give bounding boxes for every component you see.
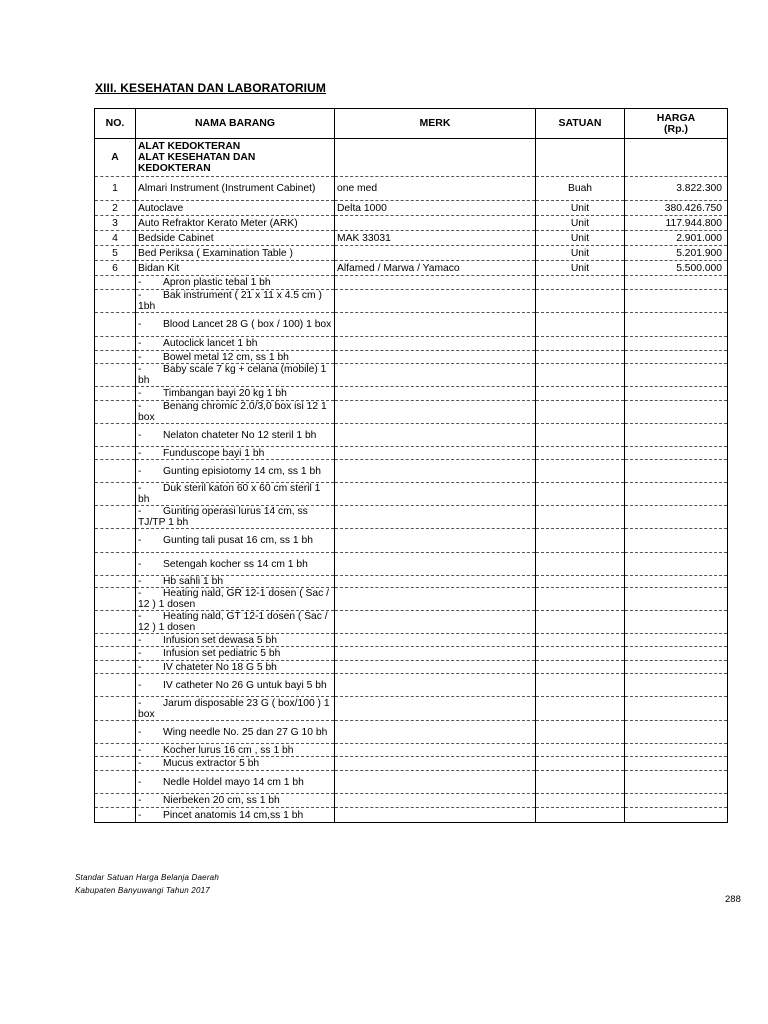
sub-item-name (136, 337, 335, 351)
sub-item-harga (625, 460, 728, 483)
sub-item-label: IV chateter No 18 G 5 bh (163, 661, 277, 673)
sub-item-label: Setengah kocher ss 14 cm 1 bh (163, 558, 308, 570)
header-merk: MERK (335, 109, 536, 139)
sub-item-label: IV catheter No 26 G untuk bayi 5 bh (163, 679, 327, 691)
sub-item-harga (625, 276, 728, 290)
sub-item-name (136, 506, 335, 529)
sub-item-name (136, 794, 335, 808)
sub-item-harga (625, 313, 728, 337)
sub-item-dash: - (138, 388, 142, 399)
table-row (95, 674, 728, 697)
item-merk: Alfamed / Marwa / Yamaco (335, 261, 536, 276)
item-harga: 3.822.300 (625, 177, 728, 201)
sub-item-merk (335, 647, 536, 661)
sub-item-no (95, 661, 136, 674)
sub-item-name (136, 447, 335, 460)
sub-item-no (95, 757, 136, 771)
item-satuan: Unit (536, 216, 625, 231)
sub-item-merk (335, 611, 536, 634)
sub-item-harga (625, 674, 728, 697)
sub-item-merk (335, 447, 536, 460)
sub-item-merk (335, 401, 536, 424)
sub-item-merk (335, 794, 536, 808)
sub-item-label: Mucus extractor 5 bh (163, 758, 260, 769)
sub-item-no (95, 460, 136, 483)
sub-item-harga (625, 611, 728, 634)
table-row (95, 460, 728, 483)
sub-item-label: Infusion set dewasa 5 bh (163, 634, 277, 646)
sub-item-dash: - (138, 726, 142, 738)
sub-item-label: Wing needle No. 25 dan 27 G 10 bh (163, 726, 328, 738)
sub-item-name (136, 771, 335, 794)
sub-item-no (95, 744, 136, 757)
sub-item-no (95, 576, 136, 588)
table-row (95, 808, 728, 823)
sub-item-label: Funduscope bayi 1 bh (163, 447, 265, 459)
sub-item-harga (625, 634, 728, 647)
header-harga-unit: (Rp.) (664, 122, 688, 135)
sub-item-no (95, 588, 136, 611)
sub-item-label: Bak instrument ( 21 x 11 x 4.5 cm ) 1bh (138, 290, 322, 312)
table-row (95, 216, 728, 231)
sub-item-merk (335, 576, 536, 588)
header-no: NO. (95, 109, 136, 139)
sub-item-harga (625, 506, 728, 529)
table-row (95, 661, 728, 674)
table-row (95, 364, 728, 387)
sub-item-satuan (536, 447, 625, 460)
sub-item-harga (625, 553, 728, 576)
sub-item-harga (625, 771, 728, 794)
sub-item-dash: - (138, 758, 142, 769)
sub-item-merk (335, 506, 536, 529)
sub-item-name (136, 553, 335, 576)
sub-item-merk (335, 661, 536, 674)
sub-item-satuan (536, 290, 625, 313)
sub-item-name (136, 674, 335, 697)
sub-item-label: Hb sahli 1 bh (163, 576, 224, 587)
sub-item-name (136, 661, 335, 674)
sub-item-name (136, 529, 335, 553)
sub-item-harga (625, 697, 728, 721)
sub-item-name (136, 460, 335, 483)
price-table (94, 108, 728, 823)
table-row (95, 576, 728, 588)
sub-item-label: Nierbeken 20 cm, ss 1 bh (163, 795, 280, 806)
sub-item-dash: - (138, 611, 142, 622)
sub-item-merk (335, 674, 536, 697)
table-row (95, 757, 728, 771)
table-row (95, 506, 728, 529)
sub-item-harga (625, 424, 728, 447)
item-merk: one med (335, 177, 536, 201)
sub-item-merk (335, 808, 536, 823)
sub-item-dash: - (138, 290, 142, 301)
sub-item-dash: - (138, 648, 142, 659)
sub-item-no (95, 506, 136, 529)
sub-item-merk (335, 290, 536, 313)
sub-item-name (136, 483, 335, 506)
sub-item-harga (625, 529, 728, 553)
section-title: XIII. KESEHATAN DAN LABORATORIUM (95, 81, 326, 95)
footer-line-2: Kabupaten Banyuwangi Tahun 2017 (75, 886, 210, 895)
sub-item-no (95, 721, 136, 744)
sub-item-name (136, 387, 335, 401)
item-name: Auto Refraktor Kerato Meter (ARK) (136, 216, 335, 231)
sub-item-no (95, 401, 136, 424)
sub-item-satuan (536, 634, 625, 647)
sub-item-no (95, 364, 136, 387)
group-no: A (95, 139, 136, 177)
sub-item-satuan (536, 351, 625, 364)
sub-item-label: Duk steril katon 60 x 60 cm steril 1 bh (138, 483, 321, 505)
item-harga: 117.944.800 (625, 216, 728, 231)
sub-item-no (95, 483, 136, 506)
sub-item-merk (335, 313, 536, 337)
sub-item-dash: - (138, 795, 142, 806)
item-merk (335, 246, 536, 261)
sub-item-harga (625, 483, 728, 506)
table-row (95, 201, 728, 216)
sub-item-label: Gunting tali pusat 16 cm, ss 1 bh (163, 535, 313, 546)
item-harga: 380.426.750 (625, 201, 728, 216)
sub-item-name (136, 757, 335, 771)
sub-item-merk (335, 588, 536, 611)
table-row (95, 337, 728, 351)
sub-item-label: Blood Lancet 28 G ( box / 100) 1 box (163, 319, 332, 330)
item-name: Bedside Cabinet (136, 231, 335, 246)
sub-item-label: Heating nald, GT 12-1 dosen ( Sac / 12 ) 1 dosen (138, 611, 328, 633)
sub-item-satuan (536, 771, 625, 794)
sub-item-no (95, 647, 136, 661)
sub-item-name (136, 401, 335, 424)
table-row (95, 647, 728, 661)
sub-item-no (95, 313, 136, 337)
sub-item-dash: - (138, 809, 142, 821)
sub-item-dash: - (138, 679, 142, 691)
sub-item-name (136, 808, 335, 823)
sub-item-dash: - (138, 744, 142, 756)
table-row (95, 611, 728, 634)
item-harga: 5.500.000 (625, 261, 728, 276)
sub-item-merk (335, 337, 536, 351)
table-row (95, 794, 728, 808)
sub-item-dash: - (138, 661, 142, 673)
sub-item-name (136, 364, 335, 387)
sub-item-satuan (536, 721, 625, 744)
sub-item-merk (335, 460, 536, 483)
sub-item-harga (625, 337, 728, 351)
sub-item-dash: - (138, 277, 142, 288)
table-row (95, 553, 728, 576)
sub-item-satuan (536, 674, 625, 697)
sub-item-satuan (536, 276, 625, 290)
sub-item-label: Baby scale 7 kg + celana (mobile) 1 bh (138, 364, 327, 386)
sub-item-satuan (536, 424, 625, 447)
table-row (95, 276, 728, 290)
sub-item-name (136, 276, 335, 290)
sub-item-label: Nelaton chateter No 12 steril 1 bh (163, 429, 317, 441)
sub-item-harga (625, 661, 728, 674)
sub-item-no (95, 447, 136, 460)
sub-item-satuan (536, 313, 625, 337)
sub-item-label: Bowel metal 12 cm, ss 1 bh (163, 351, 289, 363)
item-harga: 5.201.900 (625, 246, 728, 261)
sub-item-dash: - (138, 535, 142, 546)
sub-item-dash: - (138, 401, 142, 412)
sub-item-satuan (536, 529, 625, 553)
sub-item-no (95, 529, 136, 553)
sub-item-no (95, 794, 136, 808)
item-harga: 2.901.000 (625, 231, 728, 246)
item-merk: MAK 33031 (335, 231, 536, 246)
sub-item-merk (335, 553, 536, 576)
sub-item-no (95, 771, 136, 794)
sub-item-name (136, 611, 335, 634)
sub-item-satuan (536, 387, 625, 401)
sub-item-name (136, 721, 335, 744)
sub-item-harga (625, 721, 728, 744)
table-row (95, 483, 728, 506)
sub-item-harga (625, 744, 728, 757)
item-satuan: Unit (536, 231, 625, 246)
sub-item-label: Kocher lurus 16 cm , ss 1 bh (163, 744, 294, 756)
sub-item-merk (335, 721, 536, 744)
sub-item-label: Autoclick lancet 1 bh (163, 338, 258, 349)
sub-item-label: Heating nald, GR 12-1 dosen ( Sac / 12 ) 1 dosen (138, 588, 329, 610)
sub-item-satuan (536, 757, 625, 771)
item-name: Bidan Kit (136, 261, 335, 276)
sub-item-dash: - (138, 429, 142, 441)
sub-item-satuan (536, 506, 625, 529)
sub-item-satuan (536, 553, 625, 576)
table-row (95, 313, 728, 337)
sub-item-satuan (536, 483, 625, 506)
sub-item-satuan (536, 460, 625, 483)
sub-item-merk (335, 634, 536, 647)
group-name-line3: KEDOKTERAN (138, 163, 211, 174)
sub-item-no (95, 337, 136, 351)
sub-item-harga (625, 647, 728, 661)
sub-item-harga (625, 387, 728, 401)
sub-item-no (95, 276, 136, 290)
sub-item-dash: - (138, 576, 142, 587)
sub-item-merk (335, 697, 536, 721)
sub-item-name (136, 351, 335, 364)
table-row (95, 771, 728, 794)
sub-item-merk (335, 424, 536, 447)
sub-item-label: Jarum disposable 23 G ( box/100 ) 1 box (138, 697, 330, 720)
sub-item-label: Nedle Holdel mayo 14 cm 1 bh (163, 776, 304, 788)
item-name: Bed Periksa ( Examination Table ) (136, 246, 335, 261)
sub-item-satuan (536, 337, 625, 351)
sub-item-label: Benang chromic 2.0/3,0 box isi 12 1 box (138, 401, 327, 423)
sub-item-dash: - (138, 558, 142, 570)
sub-item-dash: - (138, 634, 142, 646)
table-header-row (95, 109, 728, 139)
item-satuan: Unit (536, 201, 625, 216)
sub-item-harga (625, 588, 728, 611)
sub-item-dash: - (138, 483, 142, 494)
group-name-line1: ALAT KEDOKTERAN (138, 141, 241, 152)
sub-item-label: Gunting episiotomy 14 cm, ss 1 bh (163, 465, 321, 477)
item-merk (335, 216, 536, 231)
header-harga (625, 109, 728, 139)
sub-item-name (136, 576, 335, 588)
sub-item-dash: - (138, 776, 142, 788)
item-satuan: Unit (536, 261, 625, 276)
sub-item-no (95, 387, 136, 401)
sub-item-satuan (536, 401, 625, 424)
table-row (95, 261, 728, 276)
group-harga (625, 139, 728, 177)
sub-item-satuan (536, 611, 625, 634)
sub-item-dash: - (138, 364, 142, 375)
table-row (95, 424, 728, 447)
sub-item-merk (335, 757, 536, 771)
group-name (136, 139, 335, 177)
header-nama-barang: NAMA BARANG (136, 109, 335, 139)
item-satuan: Buah (536, 177, 625, 201)
sub-item-no (95, 697, 136, 721)
sub-item-no (95, 634, 136, 647)
sub-item-satuan (536, 588, 625, 611)
table-row (95, 634, 728, 647)
sub-item-merk (335, 276, 536, 290)
sub-item-merk (335, 364, 536, 387)
table-row (95, 401, 728, 424)
sub-item-dash: - (138, 465, 142, 477)
sub-item-satuan (536, 647, 625, 661)
sub-item-satuan (536, 364, 625, 387)
table-row (95, 387, 728, 401)
sub-item-label: Timbangan bayi 20 kg 1 bh (163, 388, 287, 399)
table-row (95, 351, 728, 364)
sub-item-satuan (536, 697, 625, 721)
sub-item-dash: - (138, 319, 142, 330)
sub-item-dash: - (138, 447, 142, 459)
sub-item-harga (625, 808, 728, 823)
item-merk: Delta 1000 (335, 201, 536, 216)
sub-item-merk (335, 483, 536, 506)
item-no: 4 (95, 231, 136, 246)
sub-item-satuan (536, 661, 625, 674)
sub-item-satuan (536, 808, 625, 823)
sub-item-label: Pincet anatomis 14 cm,ss 1 bh (163, 809, 304, 821)
table-row (95, 231, 728, 246)
table-row (95, 246, 728, 261)
sub-item-label: Gunting operasi lurus 14 cm, ss TJ/TP 1 bh (138, 506, 308, 528)
sub-item-merk (335, 387, 536, 401)
sub-item-no (95, 611, 136, 634)
header-harga-label: HARGA (656, 111, 696, 124)
group-satuan (536, 139, 625, 177)
sub-item-merk (335, 771, 536, 794)
item-no: 1 (95, 177, 136, 201)
sub-item-merk (335, 351, 536, 364)
sub-item-no (95, 553, 136, 576)
sub-item-no (95, 808, 136, 823)
group-row (95, 139, 728, 177)
sub-item-harga (625, 576, 728, 588)
item-satuan: Unit (536, 246, 625, 261)
header-satuan: SATUAN (536, 109, 625, 139)
sub-item-satuan (536, 794, 625, 808)
page-number: 288 (725, 894, 741, 905)
sub-item-name (136, 588, 335, 611)
sub-item-satuan (536, 576, 625, 588)
table-row (95, 697, 728, 721)
sub-item-harga (625, 757, 728, 771)
sub-item-harga (625, 290, 728, 313)
sub-item-harga (625, 351, 728, 364)
sub-item-name (136, 744, 335, 757)
table-row (95, 290, 728, 313)
sub-item-name (136, 290, 335, 313)
sub-item-harga (625, 364, 728, 387)
item-name: Autoclave (136, 201, 335, 216)
sub-item-label: Infusion set pediatric 5 bh (163, 648, 281, 659)
sub-item-dash: - (138, 338, 142, 349)
sub-item-merk (335, 744, 536, 757)
group-merk (335, 139, 536, 177)
sub-item-harga (625, 401, 728, 424)
table-row (95, 744, 728, 757)
sub-item-harga (625, 794, 728, 808)
sub-item-dash: - (138, 506, 142, 517)
item-no: 3 (95, 216, 136, 231)
sub-item-satuan (536, 744, 625, 757)
sub-item-merk (335, 529, 536, 553)
sub-item-name (136, 313, 335, 337)
sub-item-dash: - (138, 351, 142, 363)
table-row (95, 529, 728, 553)
sub-item-name (136, 634, 335, 647)
table-row (95, 588, 728, 611)
sub-item-name (136, 424, 335, 447)
group-name-line2: ALAT KESEHATAN DAN (138, 152, 256, 163)
table-row (95, 721, 728, 744)
sub-item-no (95, 290, 136, 313)
sub-item-no (95, 674, 136, 697)
sub-item-name (136, 697, 335, 721)
item-name: Almari Instrument (Instrument Cabinet) (136, 177, 335, 201)
sub-item-name (136, 647, 335, 661)
table-row (95, 447, 728, 460)
sub-item-harga (625, 447, 728, 460)
item-no: 2 (95, 201, 136, 216)
sub-item-dash: - (138, 697, 142, 709)
sub-item-label: Apron plastic tebal 1 bh (163, 277, 271, 288)
item-no: 6 (95, 261, 136, 276)
item-no: 5 (95, 246, 136, 261)
footer-line-1: Standar Satuan Harga Belanja Daerah (75, 873, 219, 882)
table-row (95, 177, 728, 201)
sub-item-dash: - (138, 588, 142, 599)
sub-item-no (95, 424, 136, 447)
sub-item-no (95, 351, 136, 364)
